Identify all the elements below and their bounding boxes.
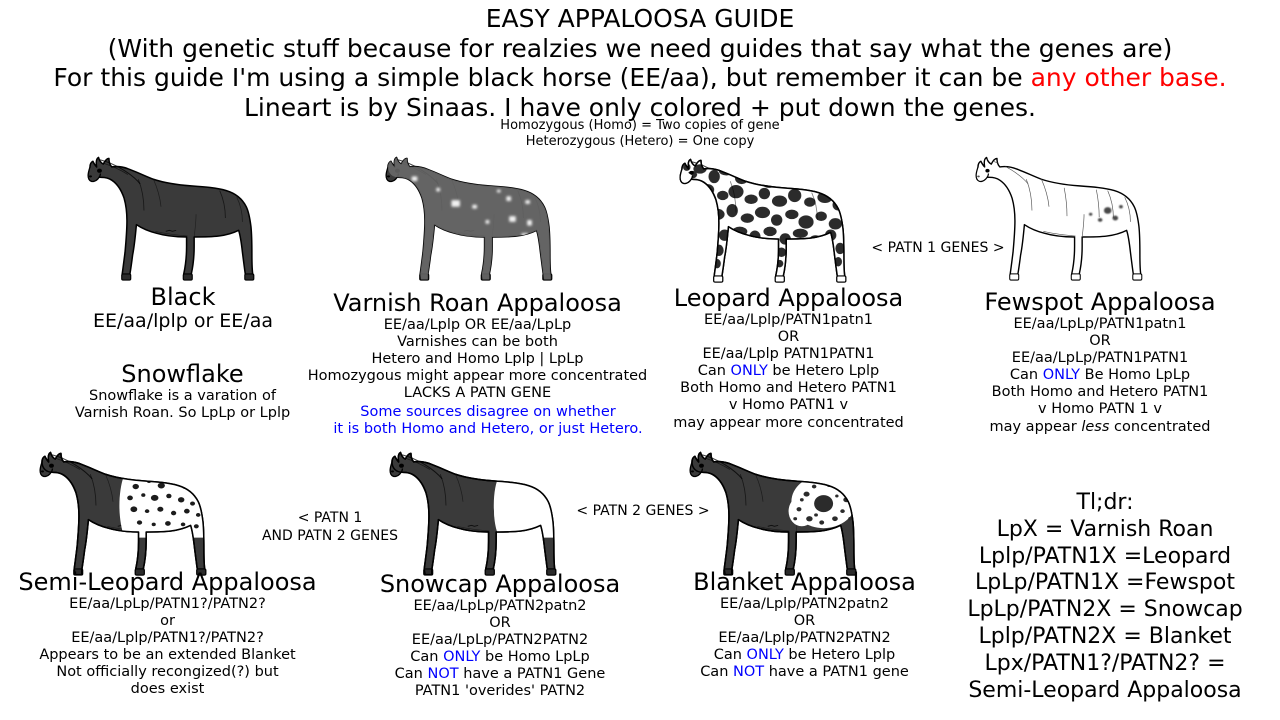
heterozygous-note: Heterozygous (Hetero) = One copy [525, 133, 755, 149]
blanket-not-emphasis: NOT [733, 664, 765, 681]
horse-leopard [662, 150, 880, 292]
fewspot-line-4 [940, 367, 1260, 384]
semi-leopard-title: Semi-Leopard Appaloosa [18, 568, 317, 596]
blanket-line-5 [663, 664, 946, 681]
horse-fewspot [958, 148, 1176, 290]
fewspot-less-emphasis: less [1081, 418, 1110, 435]
blanket-line-3: EE/aa/Lplp/PATN2PATN2 [718, 630, 891, 647]
fewspot-line-4-pre: Can [1009, 367, 1043, 384]
snowcap-line-2: OR [489, 615, 511, 632]
annotation-patn2-genes [563, 503, 723, 521]
tldr-line-6: Lpx/PATN1?/PATN2? = [984, 650, 1226, 676]
black-title: Black [150, 283, 216, 311]
tldr-line-2: Lplp/PATN1X =Leopard [978, 543, 1232, 569]
tldr-line-4: LpLp/PATN2X = Snowcap [967, 597, 1243, 623]
tldr-line-5: Lplp/PATN2X = Blanket [978, 624, 1232, 650]
snowflake-title: Snowflake [121, 360, 244, 388]
blanket-line-4-post: be Hetero Lplp [783, 647, 896, 664]
fewspot-line-5: Both Homo and Hetero PATN1 [991, 384, 1209, 401]
varnish-line-4: Homozygous might appear more concentrated [307, 368, 648, 385]
black-genes: EE/aa/lplp or EE/aa [93, 309, 273, 332]
snowcap-line-5 [355, 666, 645, 683]
semi-leopard-line-3: EE/aa/Lplp/PATN1?/PATN2? [71, 630, 264, 647]
fewspot-line-6: v Homo PATN 1 v [1038, 401, 1162, 418]
title-line-1: EASY APPALOOSA GUIDE [485, 4, 795, 33]
annotation-patn1-genes [858, 240, 1018, 258]
semi-leopard-line-1: EE/aa/LpLp/PATN1?/PATN2? [69, 595, 266, 612]
title-line-3 [0, 63, 1280, 93]
leopard-line-4 [640, 363, 937, 380]
blanket-line-4 [663, 647, 946, 664]
leopard-line-3: EE/aa/Lplp PATN1PATN1 [702, 346, 875, 363]
blanket-line-4-pre: Can [713, 647, 747, 664]
tldr-block [940, 490, 1270, 705]
snowflake-line-2: Varnish Roan. So LpLp or Lplp [74, 405, 291, 422]
snowcap-line-4-pre: Can [410, 649, 444, 666]
caption-leopard [640, 286, 937, 432]
snowcap-line-4 [355, 649, 645, 666]
tldr-line-7: Semi-Leopard Appaloosa [968, 677, 1242, 703]
leopard-title: Leopard Appaloosa [673, 284, 904, 312]
fewspot-line-7 [940, 419, 1260, 436]
leopard-only-emphasis: ONLY [730, 363, 768, 380]
snowcap-line-1: EE/aa/LpLp/PATN2patn2 [413, 597, 587, 614]
snowcap-line-6: PATN1 'overides' PATN2 [414, 683, 586, 700]
caption-black [48, 285, 318, 332]
zygosity-note [0, 118, 1280, 150]
caption-varnish-roan [300, 291, 655, 402]
patn1-genes-label: < PATN 1 GENES > [871, 240, 1005, 256]
leopard-line-4-pre: Can [697, 363, 731, 380]
tldr-line-1: LpX = Varnish Roan [996, 516, 1214, 542]
fewspot-title: Fewspot Appaloosa [984, 288, 1216, 316]
fewspot-line-7-post: concentrated [1109, 418, 1211, 435]
horse-semi-leopard [22, 443, 240, 585]
snowcap-line-3: EE/aa/LpLp/PATN2PATN2 [411, 632, 589, 649]
snowcap-title: Snowcap Appaloosa [379, 570, 621, 598]
blanket-only-emphasis: ONLY [746, 647, 784, 664]
blanket-line-2: OR [793, 613, 816, 630]
varnish-title: Varnish Roan Appaloosa [333, 289, 622, 317]
leopard-line-6: v Homo PATN1 v [728, 397, 849, 414]
snowcap-only-emphasis: ONLY [443, 649, 481, 666]
blanket-line-5-pre: Can [700, 664, 733, 681]
patn1-and-2-line-2: AND PATN 2 GENES [261, 527, 399, 544]
varnish-note-line-2: it is both Homo and Hetero, or just Hetero. [333, 421, 643, 438]
caption-fewspot [940, 290, 1260, 436]
title-line-4: Lineart is by Sinaas. I have only colored + put down the genes. [243, 92, 1037, 122]
fewspot-line-2: OR [1089, 333, 1111, 350]
tldr-line-3: LpLp/PATN1X =Fewspot [975, 570, 1235, 596]
semi-leopard-line-6: does exist [130, 681, 205, 698]
patn2-genes-label: < PATN 2 GENES > [576, 503, 710, 519]
homozygous-note: Homozygous (Homo) = Two copies of gene [500, 118, 780, 133]
leopard-line-2: OR [777, 329, 800, 346]
title-line-3-highlight: any other base. [1030, 63, 1227, 92]
fewspot-line-4-post: Be Homo LpLp [1080, 367, 1191, 384]
tldr-heading: Tl;dr: [1076, 490, 1134, 515]
caption-semi-leopard [5, 570, 330, 699]
title-line-2: (With genetic stuff because for realzies we need guides that say what the genes are) [107, 33, 1173, 63]
semi-leopard-line-2: or [160, 613, 175, 630]
leopard-line-4-post: be Hetero Lplp [767, 363, 880, 380]
snowcap-line-4-post: be Homo LpLp [480, 649, 590, 666]
varnish-line-5: LACKS A PATN GENE [403, 385, 552, 402]
varnish-note-line-1: Some sources disagree on whether [360, 404, 616, 420]
varnish-source-note [318, 404, 658, 438]
patn1-and-2-line-1: < PATN 1 [297, 510, 363, 526]
varnish-line-2: Varnishes can be both [397, 334, 558, 351]
caption-snowflake [40, 362, 325, 422]
fewspot-line-7-pre: may appear [989, 418, 1082, 435]
varnish-line-3: Hetero and Homo Lplp | LpLp [371, 351, 584, 368]
caption-snowcap [355, 572, 645, 701]
fewspot-only-emphasis: ONLY [1042, 367, 1081, 384]
snowcap-line-5-pre: Can [394, 666, 428, 683]
blanket-line-1: EE/aa/Lplp/PATN2patn2 [720, 595, 889, 612]
fewspot-line-3: EE/aa/LpLp/PATN1PATN1 [1011, 350, 1189, 367]
leopard-line-7: may appear more concentrated [673, 414, 904, 431]
fewspot-line-1: EE/aa/LpLp/PATN1patn1 [1013, 315, 1187, 332]
semi-leopard-line-4: Appears to be an extended Blanket [39, 647, 296, 664]
blanket-line-5-post: have a PATN1 gene [764, 664, 909, 681]
semi-leopard-line-5: Not officially recongized(?) but [56, 664, 279, 681]
varnish-line-1: EE/aa/Lplp OR EE/aa/LpLp [383, 316, 572, 333]
snowflake-line-1: Snowflake is a varation of [89, 387, 276, 404]
leopard-line-5: Both Homo and Hetero PATN1 [680, 380, 897, 397]
snowcap-line-5-post: have a PATN1 Gene [458, 666, 606, 683]
guide-header [0, 4, 1280, 122]
annotation-patn1-and-patn2-genes [255, 510, 405, 545]
horse-varnish-roan [368, 148, 586, 290]
blanket-title: Blanket Appaloosa [693, 568, 916, 596]
snowcap-not-emphasis: NOT [427, 666, 459, 683]
leopard-line-1: EE/aa/Lplp/PATN1patn1 [704, 311, 873, 328]
horse-black [70, 148, 288, 290]
title-line-3-text: For this guide I'm using a simple black horse (EE/aa), but remember it can be [53, 63, 1031, 92]
caption-blanket [663, 570, 946, 681]
